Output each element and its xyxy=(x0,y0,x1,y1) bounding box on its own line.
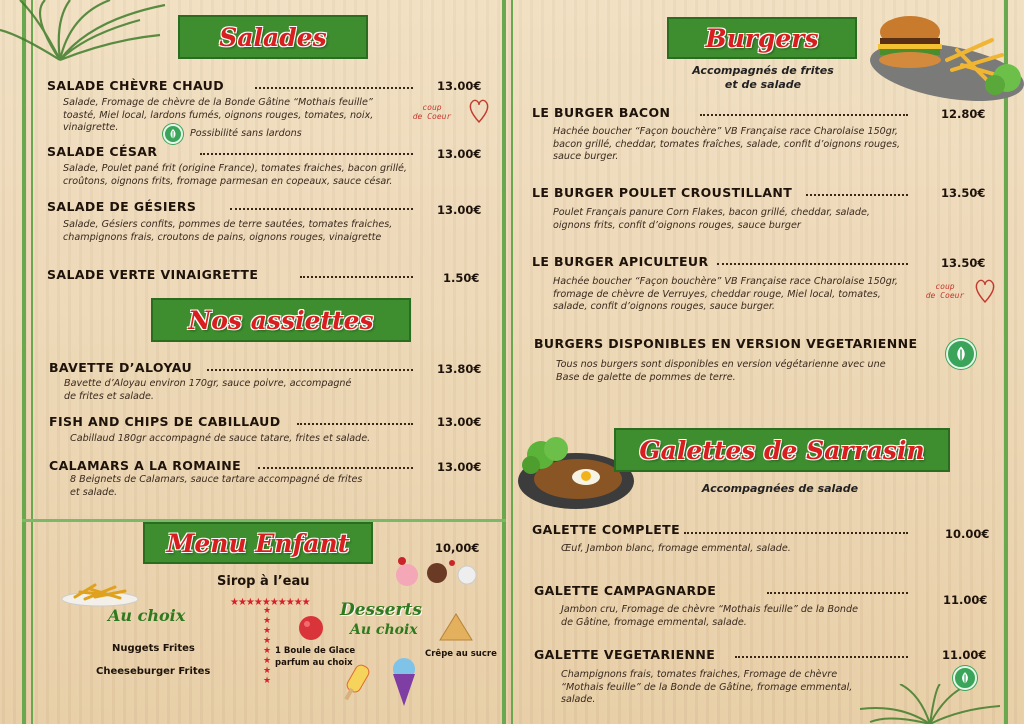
right-frame-line xyxy=(1004,0,1008,724)
burger-plate-icon xyxy=(862,10,1024,105)
salade-verte-price: 1.50€ xyxy=(443,271,480,285)
dot-leader xyxy=(258,467,413,469)
ice-cream-scoops-icon xyxy=(392,555,502,595)
heart-icon xyxy=(468,95,490,125)
burgers-title: Burgers xyxy=(705,23,819,53)
star-line-icon: ★★★★★★★★★★ xyxy=(230,597,310,608)
burger-apiculteur-desc: Hachée boucher “Façon bouchère” VB Française race Charolaise 150gr, fromage de chèvre de Verruyes, cheddar rouge, Miel local, tomates, salade, confit d’oignons rouges, sauce burger. xyxy=(553,276,898,312)
salade-chevre-desc: Salade, Fromage de chèvre de la Bonde Gâtine “Mothais feuille” toasté, Miel local, lardons fumés, oignons rouges, tomates, noix, vinaigrette. xyxy=(63,97,374,133)
bavette-desc: Bavette d’Aloyau environ 170gr, sauce poivre, accompagné de frites et salade. xyxy=(64,378,352,402)
crepe-icon xyxy=(436,612,476,644)
vegetarian-burgers-name: BURGERS DISPONIBLES EN VERSION VEGETARIENNE xyxy=(534,336,918,351)
heart-icon xyxy=(974,275,996,305)
galette-campagnarde-desc: Jambon cru, Fromage de chèvre “Mothais feuille” de la Bonde de Gâtine, fromage emmental, salade. xyxy=(561,604,859,628)
galette-complete-desc: Œuf, Jambon blanc, fromage emmental, salade. xyxy=(561,543,791,554)
salades-title: Salades xyxy=(219,22,327,52)
salades-banner xyxy=(178,15,368,59)
salade-gesiers-desc: Salade, Gésiers confits, pommes de terre sautées, tomates fraiches, champignons frais, croutons de pains, oignons rouges, vinaigrette xyxy=(63,219,393,243)
salade-chevre-note: Possibilité sans lardons xyxy=(190,128,302,139)
left-frame-line-inner xyxy=(31,0,33,724)
galette-vegetarienne-price: 11.00€ xyxy=(942,648,987,662)
salade-chevre-price: 13.00€ xyxy=(437,79,482,93)
galettes-subtitle: Accompagnées de salade xyxy=(701,482,859,495)
burgers-subtitle xyxy=(668,64,858,92)
salade-verte-name: SALADE VERTE VINAIGRETTE xyxy=(47,267,259,282)
dot-leader xyxy=(200,153,413,155)
assiettes-banner xyxy=(151,298,411,342)
coup-de-coeur-label xyxy=(412,103,452,121)
coup-text: coup xyxy=(422,103,442,112)
fish-chips-name: FISH AND CHIPS DE CABILLAUD xyxy=(49,414,281,429)
bavette-name: BAVETTE D’ALOYAU xyxy=(49,360,192,375)
vegetarian-burgers-desc: Tous nos burgers sont disponibles en version végétarienne avec une Base de galette de pommes de terre. xyxy=(556,359,886,383)
salade-gesiers-price: 13.00€ xyxy=(437,203,482,217)
burger-bacon-name: LE BURGER BACON xyxy=(532,105,671,120)
assiettes-title: Nos assiettes xyxy=(188,305,374,335)
salade-chevre-name: SALADE CHÈVRE CHAUD xyxy=(47,78,224,93)
ice-cream-cone-icon xyxy=(387,656,421,708)
galette-vegetarienne-name: GALETTE VEGETARIENNE xyxy=(534,647,716,662)
vegetarian-leaf-icon xyxy=(946,339,976,369)
calamars-price: 13.00€ xyxy=(437,460,482,474)
center-frame-line xyxy=(502,0,506,724)
dot-leader xyxy=(717,263,908,265)
dot-leader xyxy=(207,369,413,371)
galette-complete-name: GALETTE COMPLETE xyxy=(532,522,681,537)
crepe-label: Crêpe au sucre xyxy=(425,649,497,659)
center-frame-line-inner xyxy=(511,0,513,724)
desserts-label: Desserts xyxy=(340,600,422,620)
sirop-label: Sirop à l’eau xyxy=(217,574,310,589)
salade-cesar-price: 13.00€ xyxy=(437,147,482,161)
popsicle-icon xyxy=(336,660,376,705)
galette-vegetarienne-desc: Champignons frais, tomates fraiches, Fromage de chèvre “Mothais feuille” de la Bonde de Gâtine, fromage emmental, salade. xyxy=(561,669,853,705)
dot-leader xyxy=(255,87,413,89)
star-column-icon: ★ ★ ★ ★ ★ ★ ★ ★ xyxy=(263,606,272,686)
enfant-title: Menu Enfant xyxy=(166,528,350,558)
strawberry-scoop-icon xyxy=(296,612,326,642)
coup-text: coup xyxy=(935,282,955,291)
galette-campagnarde-price: 11.00€ xyxy=(943,593,988,607)
dot-leader xyxy=(297,423,413,425)
palm-leaf-icon xyxy=(860,684,1000,724)
dot-leader xyxy=(300,276,413,278)
dot-leader xyxy=(684,532,908,534)
galettes-title: Galettes de Sarrasin xyxy=(639,435,925,465)
glace-line-1: 1 Boule de Glace xyxy=(275,646,356,656)
galette-campagnarde-name: GALETTE CAMPAGNARDE xyxy=(534,583,717,598)
burgers-subtitle-line-2: et de salade xyxy=(724,78,802,91)
option-nuggets: Nuggets Frites xyxy=(112,643,195,654)
fries-icon xyxy=(60,577,140,607)
burger-poulet-desc: Poulet Français panure Corn Flakes, bacon grillé, cheddar, salade, oignons frits, confit d’oignons rouges, sauce burger xyxy=(553,207,870,231)
burger-poulet-price: 13.50€ xyxy=(941,186,986,200)
calamars-desc: 8 Beignets de Calamars, sauce tartare accompagné de frites et salade. xyxy=(70,474,363,498)
burger-apiculteur-name: LE BURGER APICULTEUR xyxy=(532,254,709,269)
desserts-au-choix-label: Au choix xyxy=(350,622,418,638)
salade-gesiers-name: SALADE DE GÉSIERS xyxy=(47,199,197,214)
galette-complete-price: 10.00€ xyxy=(945,527,990,541)
left-frame-line xyxy=(22,0,26,724)
burger-bacon-price: 12.80€ xyxy=(941,107,986,121)
bavette-price: 13.80€ xyxy=(437,362,482,376)
salade-cesar-name: SALADE CÉSAR xyxy=(47,144,158,159)
burger-poulet-name: LE BURGER POULET CROUSTILLANT xyxy=(532,185,793,200)
de-coeur-text: de Coeur xyxy=(412,112,452,121)
vegetarian-leaf-icon xyxy=(953,666,977,690)
burgers-subtitle-line-1: Accompagnés de frites xyxy=(692,64,834,77)
vegetarian-leaf-icon xyxy=(163,124,183,144)
dot-leader xyxy=(806,194,908,196)
dot-leader xyxy=(230,208,413,210)
palm-leaf-icon xyxy=(0,0,170,70)
burgers-banner xyxy=(667,17,857,59)
burger-apiculteur-price: 13.50€ xyxy=(941,256,986,270)
glace-line-2: parfum au choix xyxy=(275,658,353,668)
salade-cesar-desc: Salade, Poulet pané frit (origine France), tomates fraiches, bacon grillé, croûtons, oignons frits, fromage parmesan en copeaux, sauce césar. xyxy=(63,163,407,187)
au-choix-label: Au choix xyxy=(108,606,186,625)
dot-leader xyxy=(700,114,908,116)
burger-bacon-desc: Hachée boucher “Façon bouchère” VB Française race Charolaise 150gr, bacon grillé, cheddar, tomates fraîches, salade, confit d’oignons rouges, sauce burger. xyxy=(553,126,901,162)
enfant-price: 10,00€ xyxy=(435,541,480,555)
enfant-banner xyxy=(143,522,373,564)
dot-leader xyxy=(767,592,908,594)
galettes-banner xyxy=(614,428,950,472)
fish-chips-price: 13.00€ xyxy=(437,415,482,429)
calamars-name: CALAMARS A LA ROMAINE xyxy=(49,458,242,473)
coup-de-coeur-label xyxy=(922,282,968,300)
dot-leader xyxy=(735,656,908,658)
option-cheeseburger: Cheeseburger Frites xyxy=(96,666,211,677)
de-coeur-text: de Coeur xyxy=(925,291,965,300)
fish-chips-desc: Cabillaud 180gr accompagné de sauce tatare, frites et salade. xyxy=(70,433,371,444)
